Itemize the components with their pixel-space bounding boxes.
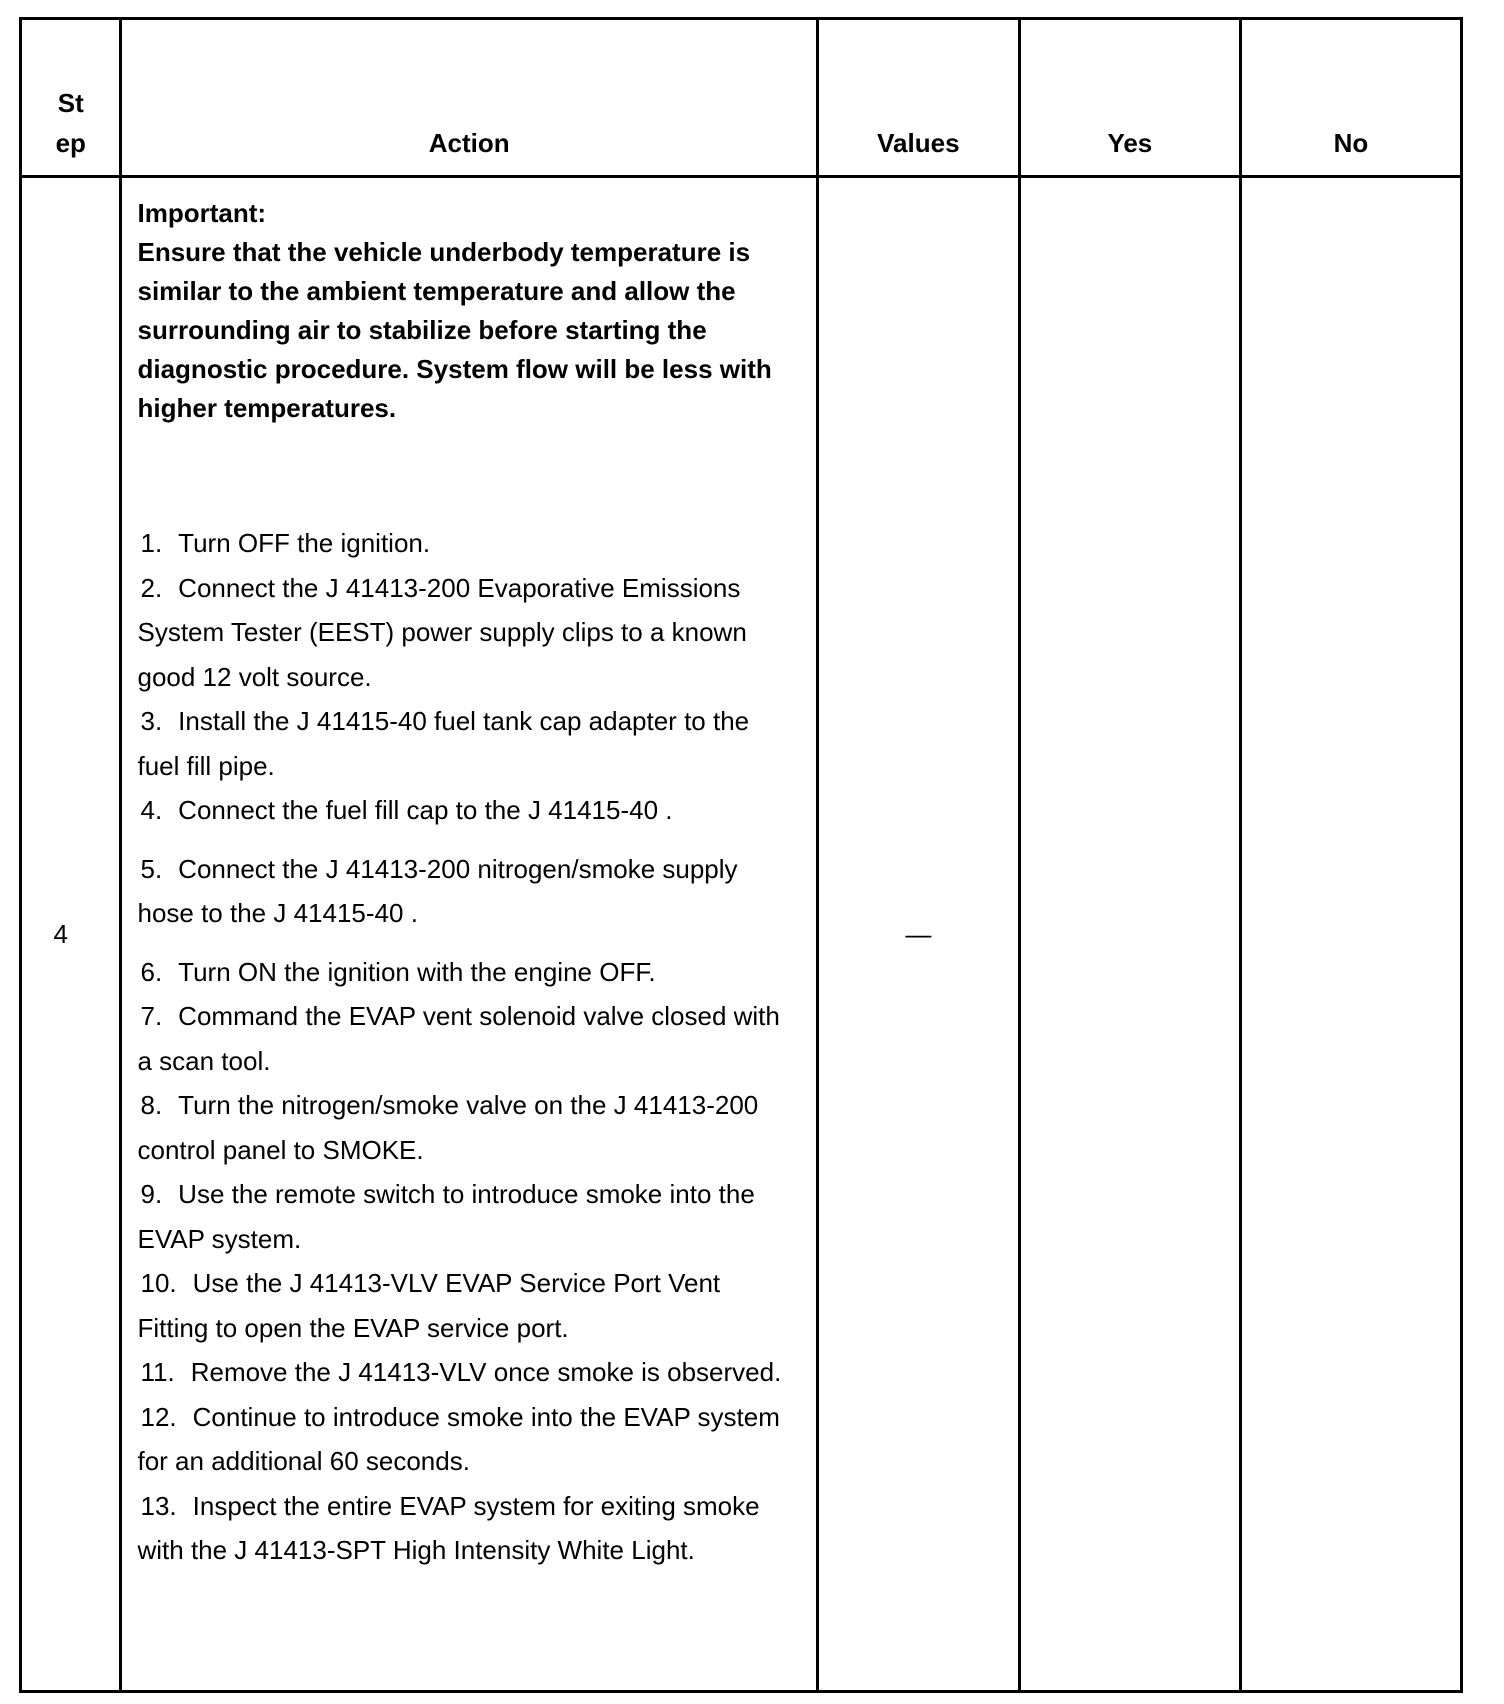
header-yes: Yes bbox=[1019, 19, 1240, 177]
step-item-text: Command the EVAP vent solenoid valve closed with a scan tool. bbox=[137, 1001, 780, 1076]
step-number: 4 bbox=[21, 177, 121, 1692]
step-item-number: 3. bbox=[140, 706, 163, 736]
step-item-text: Turn OFF the ignition. bbox=[178, 528, 431, 558]
step-item-number: 7. bbox=[140, 1001, 163, 1031]
list-item bbox=[137, 847, 785, 936]
step-item-text: Inspect the entire EVAP system for exiting smoke with the J 41413-SPT High Intensity White Light. bbox=[137, 1490, 760, 1565]
steps-list bbox=[137, 521, 785, 1573]
header-step-line2: ep bbox=[55, 128, 86, 158]
step-item-number: 9. bbox=[140, 1179, 163, 1209]
step-item-number: 8. bbox=[140, 1090, 163, 1120]
step-item-number: 2. bbox=[140, 572, 163, 603]
diagnostic-table bbox=[19, 17, 1463, 1693]
list-item bbox=[137, 950, 785, 995]
list-item bbox=[137, 788, 785, 833]
step-item-number: 13. bbox=[140, 1490, 177, 1521]
header-action: Action bbox=[121, 19, 817, 177]
list-item bbox=[137, 1350, 785, 1395]
step-item-number: 12. bbox=[140, 1401, 177, 1432]
header-step-line1: St bbox=[57, 88, 84, 118]
important-text: Ensure that the vehicle underbody temperature is similar to the ambient temperature and allow the surrounding air to stabilize before starting the diagnostic procedure. System flow will be less with higher temperatures. bbox=[137, 237, 772, 423]
list-item bbox=[137, 1484, 785, 1573]
step-item-text: Use the remote switch to introduce smoke into the EVAP system. bbox=[137, 1179, 755, 1254]
step-item-text: Turn ON the ignition with the engine OFF. bbox=[178, 956, 656, 987]
step-item-text: Turn the nitrogen/smoke valve on the J 41413-200 control panel to SMOKE. bbox=[137, 1090, 759, 1165]
list-item bbox=[137, 566, 785, 700]
header-row bbox=[21, 19, 1462, 177]
step-item-text: Connect the J 41413-200 Evaporative Emissions System Tester (EEST) power supply clips to a known good 12 volt source. bbox=[137, 572, 747, 692]
list-item bbox=[137, 699, 785, 788]
important-label: Important: bbox=[137, 198, 267, 228]
action-cell bbox=[121, 177, 817, 1692]
list-item bbox=[137, 1083, 785, 1172]
step-item-number: 1. bbox=[140, 528, 163, 558]
step-item-number: 4. bbox=[140, 795, 163, 825]
step-item-text: Use the J 41413-VLV EVAP Service Port Vent Fitting to open the EVAP service port. bbox=[137, 1268, 721, 1343]
step-item-text: Connect the fuel fill cap to the J 41415-40 . bbox=[178, 795, 673, 825]
yes-cell bbox=[1019, 177, 1240, 1692]
step-item-number: 11. bbox=[140, 1357, 175, 1387]
step-item-number: 5. bbox=[140, 853, 163, 884]
list-item bbox=[137, 994, 785, 1083]
step-item-number: 10. bbox=[140, 1268, 177, 1298]
list-item bbox=[137, 1172, 785, 1261]
step-item-number: 6. bbox=[140, 956, 163, 987]
list-item bbox=[137, 1395, 785, 1484]
step-item-text: Connect the J 41413-200 nitrogen/smoke supply hose to the J 41415-40 . bbox=[137, 853, 738, 928]
no-cell bbox=[1240, 177, 1461, 1692]
table-row bbox=[21, 177, 1462, 1692]
list-item bbox=[137, 1261, 785, 1350]
values-cell: — bbox=[817, 177, 1019, 1692]
header-values: Values bbox=[817, 19, 1019, 177]
header-no: No bbox=[1240, 19, 1461, 177]
list-item bbox=[137, 521, 785, 566]
step-item-text: Remove the J 41413-VLV once smoke is observed. bbox=[190, 1357, 782, 1387]
step-item-text: Continue to introduce smoke into the EVAP system for an additional 60 seconds. bbox=[137, 1401, 780, 1476]
step-item-text: Install the J 41415-40 fuel tank cap adapter to the fuel fill pipe. bbox=[137, 706, 750, 781]
header-step bbox=[21, 19, 121, 177]
